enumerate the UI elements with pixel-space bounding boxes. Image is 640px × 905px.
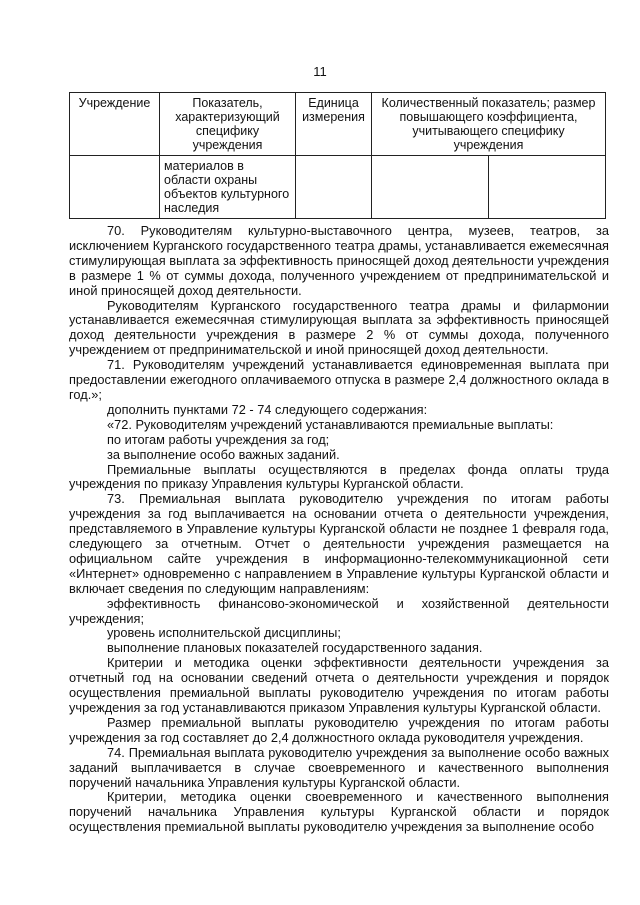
paragraph: дополнить пунктами 72 - 74 следующего содержания: [107,401,428,417]
paragraph: 71. Руководителям учреждений устанавливается единовременная выплата при предоставлении ежегодного оплачиваемого отпуска в размере 2,4 должностного оклада в год.»; [69,357,609,402]
header-indicator: Показатель, характеризующий специфику учреждения [160,93,296,156]
document-body [69,224,609,835]
table-cell [296,156,372,219]
paragraph: Критерии, методика оценки своевременного и качественного выполнения поручений начальника Управления культуры Курганской области и порядок осуществления премиальной выплаты руководителю учреждения за выполнение особо [69,789,609,835]
paragraph: 70. Руководителям культурно-выставочного центра, музеев, театров, за исключением Курганского государственного театра драмы, устанавливается ежемесячная стимулирующая выплата за эффективность приносящей доход деятельности учреждения в размере 1 % от суммы дохода, полученного учреждением от предпринимательской и иной приносящей доход деятельности. [69,223,609,298]
paragraph: 73. Премиальная выплата руководителю учреждения по итогам работы учреждения за год выплачивается на основании отчета о деятельности учреждения, представляемого в Управление культуры Курганской области не позднее 1 февраля года, следующего за отчетным. Отчет о деятельности учреждения размещается на официальном сайте учреждения в информационно-телекоммуникационной сети «Интернет» одновременно с направлением в Управление культуры Курганской области и включает сведения по следующим направлениям: [69,491,609,596]
paragraph: выполнение плановых показателей государственного задания. [107,640,483,656]
paragraph: 74. Премиальная выплата руководителю учреждения за выполнение особо важных заданий выплачивается в случае своевременного и качественного выполнения поручений начальника Управления культуры Курганской области. [69,744,609,790]
table-cell [489,156,606,219]
table-cell [70,156,160,219]
paragraph: Премиальные выплаты осуществляются в пределах фонда оплаты труда учреждения по приказу Управления культуры Курганской области. [69,461,609,492]
paragraph: уровень исполнительской дисциплины; [107,625,341,641]
header-institution: Учреждение [70,93,160,156]
page-number: 11 [313,64,327,79]
paragraph: по итогам работы учреждения за год; [107,431,330,447]
table-cell: материалов в области охраны объектов культурного наследия [160,156,296,219]
indicator-table [69,92,606,219]
paragraph: за выполнение особо важных заданий. [107,446,340,462]
table-cell [372,156,489,219]
paragraph: Руководителям Курганского государственного театра драмы и филармонии устанавливается ежемесячная стимулирующая выплата за эффективность приносящей доход деятельности учреждения в размере 2 % от суммы дохода, полученного учреждением от предпринимательской и иной приносящей доход деятельности. [69,297,609,358]
paragraph: эффективность финансово-экономической и хозяйственной деятельности учреждения; [69,595,609,626]
paragraph: Размер премиальной выплаты руководителю учреждения по итогам работы учреждения за год составляет до 2,4 должностного оклада руководителя учреждения. [69,714,609,745]
paragraph: Критерии и методика оценки эффективности деятельности учреждения за отчетный год на основании сведений отчета о деятельности учреждения и порядок осуществления премиальной выплаты руководителю учреждения по итогам работы учреждения за год устанавливаются приказом Управления культуры Курганской области. [69,655,609,715]
table-row [70,156,606,219]
header-unit: Единица измерения [296,93,372,156]
table-header-row [70,93,606,156]
header-quantitative: Количественный показатель; размер повышающего коэффициента, учитывающего специфику учреждения [372,93,606,156]
paragraph: «72. Руководителям учреждений устанавливаются премиальные выплаты: [107,416,554,432]
